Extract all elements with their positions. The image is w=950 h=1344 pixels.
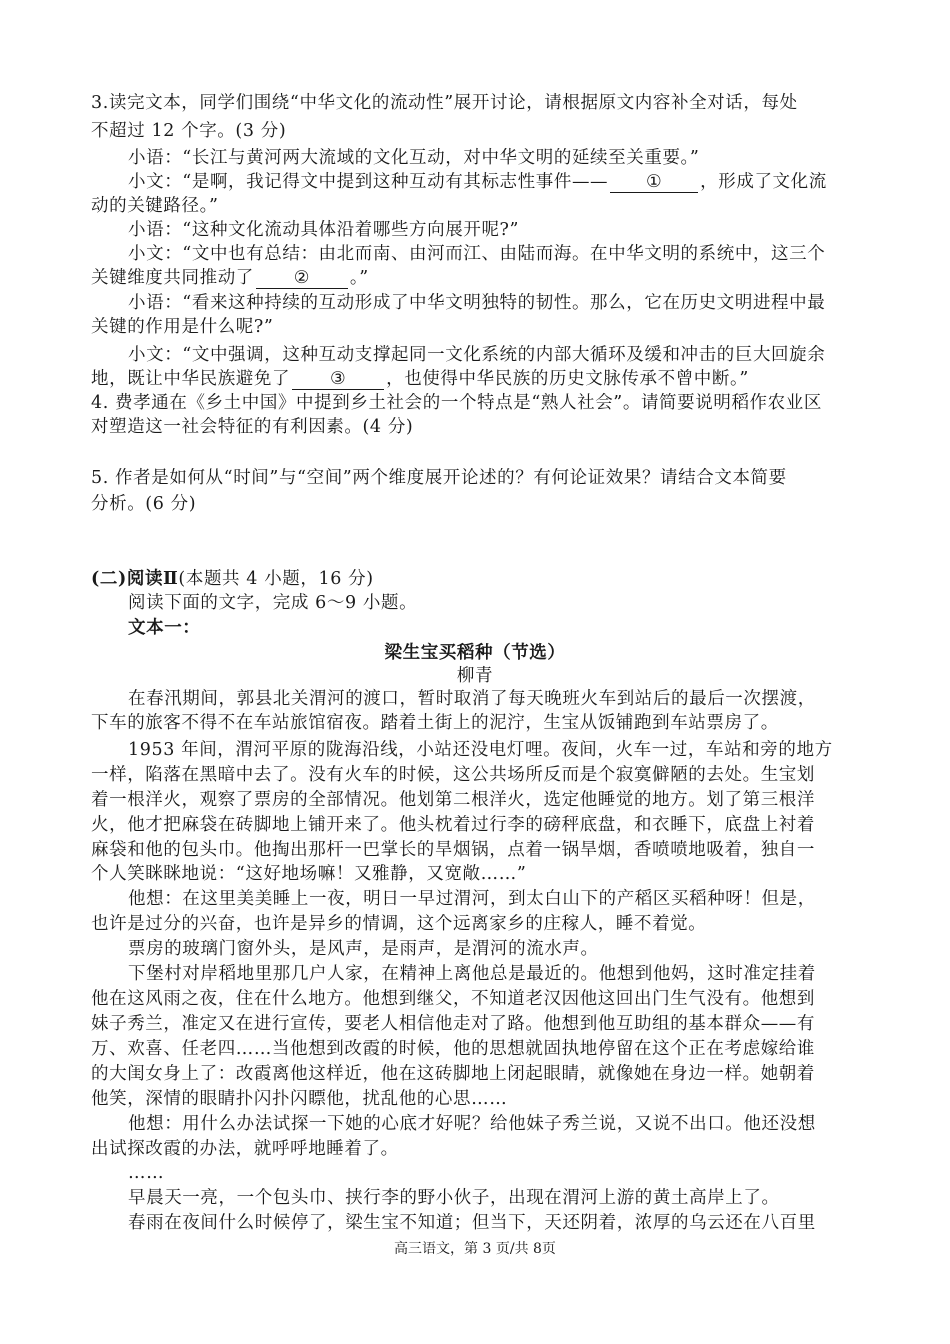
q3-dialogue-4-tail: 。”	[349, 268, 369, 288]
q3-dialogue-6-text: 地，既让中华民族避免了	[91, 369, 291, 389]
passage-line: 在春汛期间，郭县北关渭河的渡口，暂时取消了每天晚班火车到站后的最后一次摆渡，	[128, 689, 816, 709]
passage-line: 火，他才把麻袋在砖脚地上铺开来了。他头枕着过行李的磅秤底盘，和衣睡下，底盘上衬着	[91, 815, 815, 835]
passage-line: 的大闺女身上了：改霞离他这样近，他在这砖脚地上闭起眼睛，就像她在身边一样。她朝着	[91, 1064, 815, 1084]
passage-line: 他想：用什么办法试探一下她的心底才好呢？给他妹子秀兰说，又说不出口。他还没想	[128, 1114, 816, 1134]
q3-dialogue-2-tail: ，形成了文化流	[700, 172, 827, 192]
passage-line: 他想：在这里美美睡上一夜，明日一早过渭河，到太白山下的产稻区买稻种呀！但是，	[128, 889, 816, 909]
passage-line: 下车的旅客不得不在车站旅馆宿夜。踏着土街上的泥泞，生宝从饭铺跑到车站票房了。	[91, 713, 779, 733]
q3-dialogue-5: 小语：“看来这种持续的互动形成了中华文明独特的韧性。那么，它在历史文明进程中最	[128, 293, 826, 313]
q3-dialogue-6-cont	[91, 367, 749, 391]
passage-line: 春雨在夜间什么时候停了，梁生宝不知道；但当下，天还阴着，浓厚的乌云还在八百里	[128, 1213, 816, 1233]
q3-dialogue-2-text: 小文：“是啊，我记得文中提到这种互动有其标志性事件——	[128, 172, 609, 192]
article-title: 梁生宝买稻种（节选）	[384, 643, 566, 663]
q3-dialogue-2-cont: 动的关键路径。”	[91, 196, 219, 216]
passage-line: 下堡村对岸稻地里那几户人家，在精神上离他总是最近的。他想到他妈，这时准定挂着	[128, 964, 816, 984]
answer-blank-2[interactable]: ②	[256, 268, 348, 289]
passage-line: 也许是过分的兴奋，也许是异乡的情调，这个远离家乡的庄稼人，睡不着觉。	[91, 914, 707, 934]
passage-line: 个人笑眯眯地说：“这好地场嘛！又雅静，又宽敞……”	[91, 864, 527, 884]
section-note: (本题共 4 小题，16 分)	[178, 569, 374, 589]
q3-dialogue-6-tail: ，也使得中华民族的历史文脉传承不曾中断。”	[386, 369, 749, 389]
q3-dialogue-2	[128, 170, 827, 194]
q3-title-line-1: 3.读完文本，同学们围绕“中华文化的流动性”展开讨论，请根据原文内容补全对话，每处	[91, 93, 798, 113]
section-heading	[91, 567, 374, 591]
q4-line-2: 对塑造这一社会特征的有利因素。(4 分)	[91, 417, 414, 437]
q4-line-1: 4. 费孝通在《乡土中国》中提到乡土社会的一个特点是“熟人社会”。请简要说明稻作农业区	[91, 393, 822, 413]
q3-dialogue-5-cont: 关键的作用是什么呢?”	[91, 317, 274, 337]
passage-line: 妹子秀兰，准定又在进行宣传，要老人相信他走对了路。他想到他互助组的基本群众——有	[91, 1014, 815, 1034]
passage-line: 票房的玻璃门窗外头，是风声，是雨声，是渭河的流水声。	[128, 939, 599, 959]
section-instruction: 阅读下面的文字，完成 6～9 小题。	[128, 593, 418, 613]
q3-dialogue-4: 小文：“文中也有总结：由北而南、由河而江、由陆而海。在中华文明的系统中，这三个	[128, 244, 826, 264]
passage-line: 麻袋和他的包头巾。他掏出那杆一巴掌长的旱烟锅，点着一锅旱烟，香喷喷地吸着，独自一	[91, 840, 815, 860]
passage-line: 着一根洋火，观察了票房的全部情况。他划第二根洋火，选定他睡觉的地方。划了第三根洋	[91, 790, 815, 810]
passage-line: 万、欢喜、任老四……当他想到改霞的时候，他的思想就固执地停留在这个正在考虑嫁给谁	[91, 1039, 815, 1059]
answer-blank-1[interactable]: ①	[610, 172, 698, 193]
q3-dialogue-3: 小语：“这种文化流动具体沿着哪些方向展开呢?”	[128, 220, 520, 240]
q3-dialogue-4-cont	[91, 266, 369, 290]
q3-dialogue-6: 小文：“文中强调，这种互动支撑起同一文化系统的内部大循环及缓和冲击的巨大回旋余	[128, 345, 826, 365]
passage-line: 一样，陷落在黑暗中去了。没有火车的时候，这公共场所反而是个寂寞僻陋的去处。生宝划	[91, 765, 815, 785]
passage-line: 早晨天一亮，一个包头巾、挟行李的野小伙子，出现在渭河上游的黄土高岸上了。	[128, 1188, 780, 1208]
passage-line: 出试探改霞的办法，就呼呼地睡着了。	[91, 1139, 399, 1159]
q5-line-2: 分析。(6 分)	[91, 494, 197, 514]
section-title: (二)阅读Ⅱ	[91, 569, 179, 589]
passage-line: 1953 年间，渭河平原的陇海沿线，小站还没电灯哩。夜间，火车一过，车站和旁的地方	[128, 740, 833, 760]
page-footer: 高三语文，第 3 页/共 8页	[394, 1241, 556, 1257]
passage-line: 他笑，深情的眼睛扑闪扑闪瞟他，扰乱他的心思……	[91, 1089, 508, 1109]
q5-line-1: 5. 作者是如何从“时间”与“空间”两个维度展开论述的？有何论证效果？请结合文本简要	[91, 468, 787, 488]
text-one-label: 文本一：	[128, 618, 201, 638]
q3-title-line-2: 不超过 12 个字。(3 分)	[91, 121, 287, 141]
answer-blank-3[interactable]: ③	[292, 369, 384, 390]
q3-dialogue-4-text: 关键维度共同推动了	[91, 268, 254, 288]
passage-line: 他在这风雨之夜，住在什么地方。他想到继父，不知道老汉因他这回出门生气没有。他想到	[91, 989, 815, 1009]
passage-ellipsis: ……	[128, 1163, 165, 1183]
q3-dialogue-1: 小语：“长江与黄河两大流域的文化互动，对中华文明的延续至关重要。”	[128, 148, 700, 168]
article-author: 柳青	[456, 666, 494, 686]
